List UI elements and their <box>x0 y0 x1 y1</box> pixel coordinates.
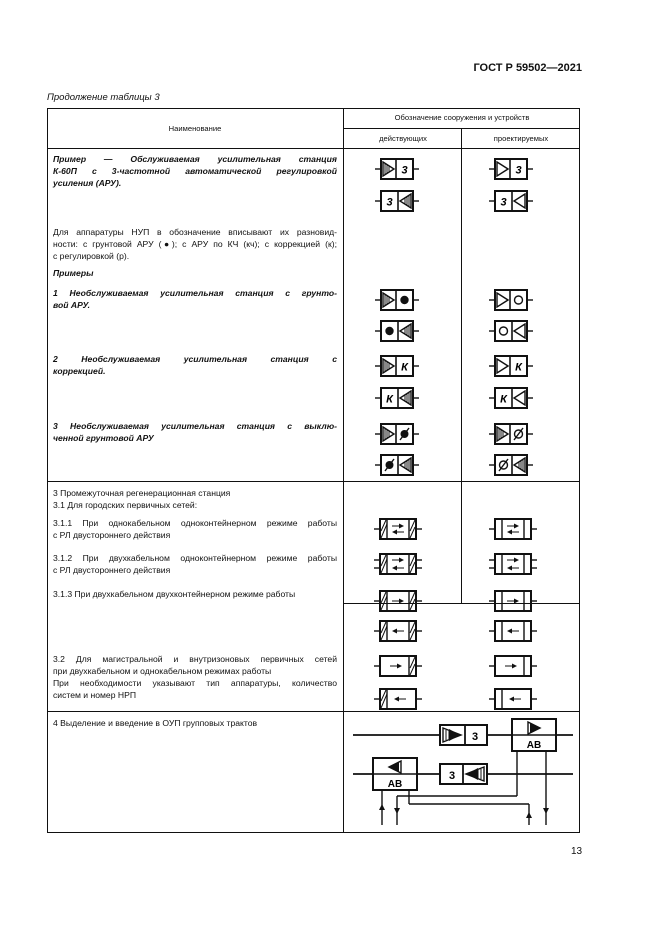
example-title-line: усиления (АРУ). <box>53 178 122 188</box>
nup-note-line: с регулировкой (р). <box>53 251 130 261</box>
diagram-digit: 3 <box>448 770 456 782</box>
symbol-letter: К <box>401 361 408 374</box>
section-3-1-3-title: 3.1.3 При двухкабельном двухконтейнерном режиме работы <box>53 589 296 599</box>
section-3-1-1-line: с РЛ двустороннего действия <box>53 530 171 540</box>
example-3-line: 3 Необслуживаемая усилительная станция с выклю- <box>53 421 337 431</box>
nup-note-line: Для аппаратуры НУП в обозначение вписывают их разновид- <box>53 227 337 237</box>
section-3-1-2-line: 3.1.2 При двухкабельном одноконтейнерном режиме работы <box>53 553 337 563</box>
example-3-line: ченной грунтовой АРУ <box>53 433 154 443</box>
symbol-digit: 3 <box>500 196 507 209</box>
symbol-digit: 3 <box>386 196 393 209</box>
example-1-line: 1 Необслуживаемая усилительная станция с грунто- <box>53 288 337 298</box>
document-code: ГОСТ Р 59502—2021 <box>473 62 582 74</box>
section-3-2-line: 3.2 Для магистральной и внутризоновых первичных сетей <box>53 654 337 664</box>
diagram-ab-label: АВ <box>526 740 542 751</box>
section-3-2-line: при двухкабельном и однокабельном режимах работы <box>53 666 272 676</box>
symbol-letter: К <box>386 393 393 406</box>
symbol-digit: 3 <box>515 164 522 177</box>
example-2-line: 2 Необслуживаемая усилительная станция с <box>53 354 337 364</box>
example-1-line: вой АРУ. <box>53 300 91 310</box>
column-header-projected: проектируемых <box>493 134 549 143</box>
diagram-ab-label: АВ <box>387 779 403 790</box>
examples-heading: Примеры <box>53 268 94 278</box>
column-header-existing: действующих <box>379 134 427 143</box>
symbol-digit: 3 <box>401 164 408 177</box>
example-2-line: коррекцией. <box>53 366 106 376</box>
group-path-drop-insert-diagram <box>47 108 580 833</box>
table-continuation-caption: Продолжение таблицы 3 <box>47 92 160 103</box>
section-3-1-2-line: с РЛ двустороннего действия <box>53 565 171 575</box>
nup-note-line: ности: с грунтовой АРУ (●); с АРУ по КЧ (кч); с коррекцией (к); <box>53 239 337 249</box>
section-3-title: 3 Промежуточная регенерационная станция <box>53 488 231 498</box>
symbol-letter: К <box>500 393 507 406</box>
section-4-title: 4 Выделение и введение в ОУП групповых трактов <box>53 718 258 728</box>
column-header-name: Наименование <box>168 124 222 133</box>
section-3-1-title: 3.1 Для городских первичных сетей: <box>53 500 198 510</box>
example-title-line: К-60П с 3-частотной автоматической регулировкой <box>53 166 337 176</box>
section-3-1-1-line: 3.1.1 При однокабельном одноконтейнерном режиме работы <box>53 518 337 528</box>
symbol-letter: К <box>515 361 522 374</box>
example-title-line: Пример — Обслуживаемая усилительная станция <box>53 154 337 164</box>
diagram-digit: 3 <box>471 731 479 743</box>
page-number: 13 <box>571 846 583 857</box>
column-header-designation: Обозначение сооружения и устройств <box>394 113 530 122</box>
designation-table <box>47 108 580 833</box>
section-3-2-line: систем и номер НРП <box>53 690 136 700</box>
section-3-2-line: При необходимости указывают тип аппаратуры, количество <box>53 678 337 688</box>
